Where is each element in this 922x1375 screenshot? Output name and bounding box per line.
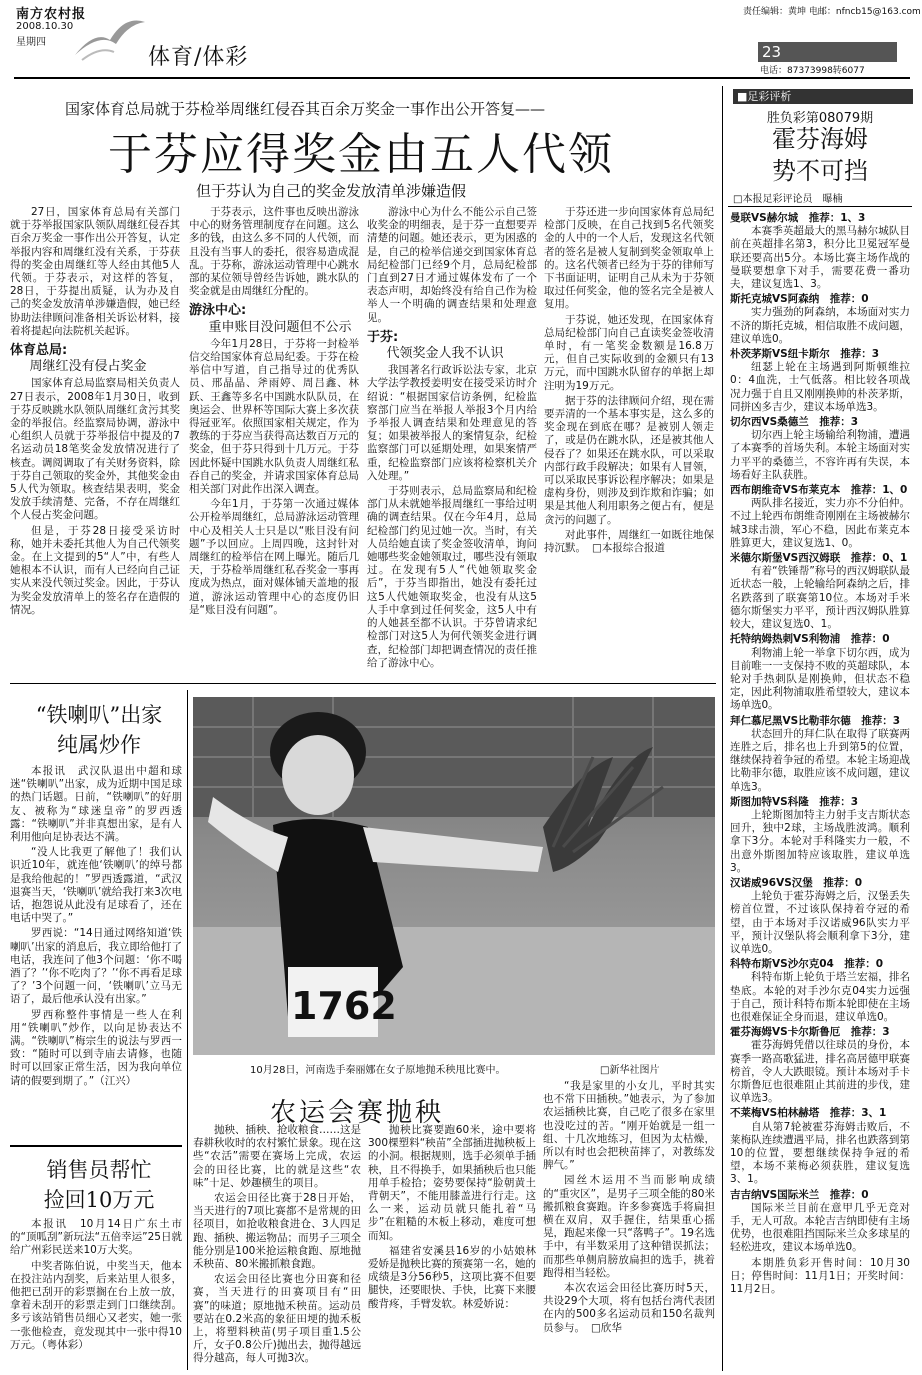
match-analysis: 利物浦上轮一举拿下切尔西，成为目前唯一一支保持不败的英超球队，本轮对手热刺队是刚换帅，但状态不稳定，因此利物浦取胜希望较大，建议本场单选0。	[730, 646, 910, 712]
headline-line: 销售员帮忙	[46, 1158, 152, 1182]
closing-sentence: 本次农运会田径比赛历时5天，共设29个大项，将有包括台湾代表团在内的500多名运动员和150名裁判员参与。	[543, 1282, 715, 1334]
article-paragraph: 农运会田径比赛也分田赛和径赛，当天进行的田赛项目有“田赛”的味道；原地抛禾秧苗。运动员要站在0.2米高的象征田埂的抛禾板上，将塑料秧苗(男子项目重1.5公斤，女子0.8公斤)抛出去，抛得越远得分越高，每人可抛3次。	[193, 1273, 361, 1365]
match-analysis: 国际米兰目前在意甲几乎无竞对手，无人可敌。本轮吉吉纳即使有主场优势，也很难阻挡国际米兰众多球星的轻松进攻，建议本场单选0。	[730, 1201, 910, 1254]
article-paragraph: 园丝木运用不当而影响成绩的“重灾区”，是男子三项全能的80米搬抓粮食赛跑。许多参赛选手将扁担横在双肩，双手握住，结果重心摇晃，跑起来像一只“落鸭子”。19名选手中，有半数采用了这种错误抓法；而那些单侧肩膀放扁担的选手，挑着跑得相当轻松。	[543, 1174, 715, 1279]
story3-col-1	[193, 1124, 361, 1372]
main-kicker: 国家体育总局就于芬检举周继红侵吞其百余万奖金一事作出公开答复——	[65, 100, 546, 118]
article-paragraph: 抛秧、插秧、抢收粮食……这是春耕秋收时的农村繁忙景象。现在这些“农活”需要在赛场上完成，农运会的田径比赛，比的就是这些“农味”十足、妙趣横生的项目。	[193, 1124, 361, 1189]
headline-line: 势不可挡	[772, 157, 868, 185]
section-subhead: 周继红没有侵占奖金	[29, 359, 147, 375]
article-paragraph: “没人比我更了解他了！我们认识近10年，就连他‘铁喇叭’的绰号都是我给他起的！”罗西透露道，“武汉退赛当天，‘铁喇叭’就给我打来3次电话，抱怨说从此没有足球看了，还在电话中哭了。”	[10, 846, 182, 925]
column-headline	[730, 123, 910, 187]
column-tag: ■足彩评析	[733, 89, 913, 104]
article-paragraph: 国家体育总局监察局相关负责人27日表示，2008年1月30日，收到于芬反映跳水队领队周继红贪污其奖金的举报信。经监察局协调，游泳中心组织人员就于芬举报信中提及的7名运动员18笔奖金发放情况进行了核查。调阅调取了有关财务资料，除于芬自己领取的奖金外，其他奖金由5人代为领取。核查结果表明，奖金发放手续清楚、完备，不存在周继红个人侵占奖金问题。	[10, 377, 180, 522]
match-analysis: 有着“铁锤帮”称号的西汉姆联队最近状态一般，上轮输给阿森纳之后，排名跌落到了联赛第10位。本场对手米德尔斯堡实力平平，预计西汉姆队胜算较大，建议复选0、1。	[730, 565, 910, 631]
closing-sentence: 对此事件，周继红一如既往地保持沉默。	[544, 528, 714, 555]
headline-line: 纯属炒作	[57, 733, 141, 757]
newspaper-logo: 南方农村报	[16, 7, 87, 22]
article-paragraph: 我国著名行政诉讼法专家，北京大学法学教授姜明安在接受采访时介绍说：“根据国家信访条例，纪检监察部门应当在举报人举报3个月内给予举报人调查结果和处理意见的答复；如果被举报人的案情复杂，纪检监察部门可以延期处理，如果案情严重，纪检监察部门应该将检察机关介入处理。”	[367, 364, 537, 482]
seagull-emblem	[70, 10, 150, 65]
match-analysis: 霍芬海姆凭借以往球员的身份，本赛季一路高歌猛进，排名高居德甲联赛榜首，令人大跌眼镜。预计本场对手卡尔斯鲁厄也很难阻止其前进的步伐，建议单选3。	[730, 1039, 910, 1105]
article-paragraph: 本报讯 武汉队退出中超和球迷“铁喇叭”出家，成为近期中国足球的热门话题。日前，“铁喇叭”的好朋友、被称为“球迷皇帝”的罗西透露：“铁喇叭”并非真想出家，是有人利用他向足协表达不满。	[10, 765, 182, 844]
headline-line: 捡回10万元	[43, 1188, 155, 1212]
match-title: 米德尔斯堡VS西汉姆联 推荐：0、1	[730, 552, 908, 565]
match-analysis: 两队排名接近，实力亦不分伯仲。不过上轮西布朗维奇刚刚在主场被赫尔城3球击溃，军心不稳，因此布莱克本胜算更大，建议复选1、0。	[730, 497, 910, 549]
match-title: 霍芬海姆VS卡尔斯鲁厄 推荐：3	[730, 1026, 890, 1039]
article-paragraph: 福建省安溪县16岁的小姑娘林爱娇是抛秧比赛的预赛第一名，她的成绩是3分56秒5，这项比赛不但要腿快，还要眼快、手快，比赛下来腰酸背疼，手臂发软。林爱娇说：	[368, 1244, 536, 1310]
article-paragraph: 于芬表示，这件事也反映出游泳中心的财务管理制度存在问题。这么多的钱，由这么多不同的人代领，而且没有当事人的委托，很容易造成混乱。于芬称，游泳运动管理中心跳水部的某位领导曾经告诉她，跳水队的奖金就是由周继红分配的。	[189, 206, 359, 298]
match-analysis: 科特布斯上轮负于塔兰宏福，排名垫底。本轮的对手沙尔克04实力远强于自己，预计科特布斯本轮即使在主场也很难保证全身而退，建议单选0。	[730, 971, 910, 1023]
section-title: 体育/体彩	[148, 45, 249, 70]
story-headline	[14, 700, 184, 760]
article-paragraph: 抛秧比赛要跑60米，途中要将300棵塑料“秧苗”全部插进抛秧板上的小洞。根据规则，选手必须单手插秧，且不得换手，如果插秧后也只能用单手检拾；姿势要保持“脸朝黄土背朝天”，不能用膝盖进行行走。这么一来，运动员就只能扎着“马步”在粗糙的木板上移动，难度可想而知。	[368, 1124, 536, 1242]
match-title: 汉诺威96VS汉堡 推荐：0	[730, 876, 863, 889]
issue-label: 胜负彩第08079期	[766, 111, 874, 126]
section-head: 游泳中心:	[189, 303, 247, 319]
match-title: 托特纳姆热刺VS利物浦 推荐：0	[730, 633, 890, 646]
match-analysis: 状态回升的拜仁队在取得了联赛两连胜之后，排名也上升到第5的位置，继续保持着争冠的希望。本轮主场迎战比勒菲尔德，取胜应该不成问题，建议单选3。	[730, 727, 910, 793]
photo-credit: □新华社图片	[600, 1065, 660, 1076]
story3-col-3	[543, 1080, 715, 1372]
athlete-illustration	[193, 697, 715, 1055]
story-divider	[10, 1145, 182, 1147]
article-paragraph	[543, 1282, 715, 1335]
masthead-rule	[14, 77, 910, 79]
story-headline: 农运会赛抛秧	[270, 1098, 445, 1128]
story-credit: □欣华	[591, 1321, 622, 1334]
main-col-1	[10, 206, 180, 671]
match-analysis: 本期胜负彩开售时间：10月30日；停售时间：11月1日；开奖时间：11月2日。	[730, 1256, 910, 1296]
match-analysis: 上轮负于霍芬海姆之后，汉堡丢失榜首位置，不过该队保持着夺冠的希望，由于本场对手汉诺威96队实力平平，预计汉堡队将会顺利拿下3分，建议单选0。	[730, 890, 910, 955]
match-analysis: 实力强劲的阿森纳，本场面对实力不济的斯托克城，相信取胜不成问题，建议单选0。	[730, 306, 910, 345]
article-paragraph: 罗西说：“14日通过网络知道‘铁喇叭’出家的消息后，我立即给他打了电话，我连问了他3个问题：‘你不喝酒了？’‘你不吃肉了？’‘你不再看足球了？’3个问题一问，‘铁喇叭’立马无语了，最后他承认没有出家。”	[10, 927, 182, 1006]
page-number	[758, 42, 897, 62]
article-paragraph: 于芬则表示，总局监察局和纪检部门从未就她举报周继红一事给过明确的调查结果。仅在今年4月，总局纪检部门约见过她一次。当时，有关人员给她直读了奖金签收清单，询问她哪些奖金她领取过，哪些没有领取过。在发现有5人“代她领取奖金后”，于芬当即指出，她没有委托过这5人代她领取奖金，也没有从这5人手中拿到过任何奖金，这5人中有的人她甚至都不认识。于芬曾请求纪检部门对这5人为何代领奖金进行调查，纪检部门却把调查情况的责任推给了游泳中心。	[367, 485, 537, 669]
match-analysis: 自从第7轮被霍芬海姆击败后，不莱梅队连续遭遇平局，排名也跌落到第10的位置，要想继续保持争冠的希望，本场不莱梅必须获胜，建议复选3、1。	[730, 1120, 910, 1186]
main-col-3	[367, 206, 537, 671]
phone-contact: 电话：87373998转6077	[760, 66, 865, 76]
match-analysis: 上轮斯图加特主力射手支吉斯状态回升，独中2球，主场战胜波鸿。顺利拿下3分。本轮对手科隆实力一般，不出意外斯图加特应该取胜，建议单选3。	[730, 808, 910, 874]
article-paragraph: 中奖者陈伯说，中奖当天，他本在投注站内刮奖，后来站里人很多，他把已刮开的彩票搁在台上放一放，拿着未刮开的彩票走到门口继续刮。多亏该站销售员细心又老实，她一张一张他检查，竟发现其中一张中得10万元。（粤体彩）	[10, 1259, 182, 1351]
article-paragraph	[544, 529, 714, 555]
article-paragraph: 于芬还进一步向国家体育总局纪检部门反映，在自己找到5名代领奖金的人中的一个人后，发现这名代领者的签名是被人复制到奖金领取单上的。这名代领者已经为于芬的律师写下书面证明，证明自己从未为于芬领取过任何奖金，他的签名完全是被人复用。	[544, 206, 714, 311]
match-title: 西布朗维奇VS布莱克本 推荐：1、0	[730, 484, 908, 497]
page-number-label: 23	[762, 43, 782, 61]
match-analysis: 本赛季英超最大的黑马赫尔城队目前在英超排名第3，积分比卫冕冠军曼联还要高出5分。本场比赛主场作战的曼联要想拿下对手，需要花费一番功夫，建议复选1、3。	[730, 225, 910, 291]
issue-date: 2008.10.30	[16, 21, 74, 32]
match-title: 科特布斯VS沙尔克04 推荐：0	[730, 958, 884, 971]
article-paragraph: 今年1月28日，于芬将一封检举信交给国家体育总局纪委。于芬在检举信中写道，自己指导过的优秀队员、邢晶晶、斧雨婷、周吕鑫、林跃、王鑫等多名中国跳水队队员，在奥运会、世界杯等国际大赛上多次获得冠亚军。依照国家相关规定，作为教练的于芬应当获得高达数百万元的奖金，但于芬只得到十几万元。于芬因此怀疑中国跳水队负责人周继红私吞自己的奖金，并请求国家体育总局相关部门对此作出深入调查。	[189, 337, 359, 496]
headline-line: 霍芬海姆	[772, 125, 868, 153]
section-head: 体育总局:	[10, 343, 68, 359]
article-paragraph: 游泳中心为什么不能公示自己签收奖金的明细表，是于芬一直想要弄清楚的问题。她还表示，更为困惑的是，自己的检举信递交到国家体育总局纪检部门已经9个月，总局纪检部门直到27日才通过媒体发布了一个表态声明，却始终没有给自己作为检举人一个明确的调查结果和处理意见。	[367, 206, 537, 324]
story-headline	[14, 1155, 184, 1215]
article-paragraph: 27日，国家体育总局有关部门就于芬举报国家队领队周继红侵吞其百余万奖金一事作出公开答复，认定举报内容和周继红没有关系，于芬获得的奖金由周继红等人经由其他5人代领。于芬表示，对这样的答复，28日，于芬提出质疑，认为办及自己的奖金发放清单涉嫌造假，她已经协助法律顾问准备相关诉讼材料，接着将提起向法院机关起诉。	[10, 206, 180, 337]
article-paragraph: 据于芬的法律顾问介绍，现在需要弄清的一个基本事实是，这么多的奖金现在到底在哪？是被别人领走了，或是仍在跳水队，还是被其他人侵吞了？如果还在跳水队，可以采取内部行政手段解决；如果有人冒领，可以采取民事诉讼程序解决；如果是虚构身份，则涉及到诈欺和诈骗；如果是其他人利用职务之便占有，便是贪污的问题了。	[544, 394, 714, 526]
article-paragraph: 农运会田径比赛于28日开始，当天进行的7项比赛都不是常规的田径项目，如抢收粮食进仓、3人四足跑、插秧、搬运物品；而男子三项全能分别是100米抢运粮食跑、原地抛禾秧苗、80米搬抓粮食跑。	[193, 1192, 361, 1271]
bib-number: 1762	[291, 984, 397, 1028]
main-col-4	[544, 206, 714, 671]
main-subhead: 但于芬认为自己的奖金发放清单涉嫌造假	[196, 182, 467, 200]
match-title: 斯图加特VS科隆 推荐：3	[730, 795, 858, 808]
left-column-rule	[187, 690, 188, 1370]
column-byline: □本报足彩评论员 曝楠	[733, 194, 843, 205]
right-column-rule	[722, 86, 723, 1371]
match-list	[730, 212, 910, 1370]
left-story-2-body	[10, 1218, 182, 1370]
match-title: 朴茨茅斯VS纽卡斯尔 推荐：3	[730, 348, 879, 361]
main-col-2	[189, 206, 359, 671]
article-paragraph: 今年1月，于芬第一次通过媒体公开检举周继红，总局游泳运动管理中心及相关人士只是以“账目没有问题”予以回应。上周四晚，这封针对周继红的检举信在网上曝光。随后几天，于芬检举周继红私吞奖金一事再度成为热点，面对媒体铺天盖地的报道，游泳运动管理中心的态度仍旧是“账目没有问题”。	[189, 498, 359, 616]
article-paragraph: “我是家里的小女儿，平时其实也不常下田插秧。”她表示，为了参加农运插秧比赛，自己吃了很多在家里也没吃过的苦。“刚开始就是一组一组、十几次地练习，但因为太枯燥，所以有时也会把秧苗摔了，对教练发脾气。”	[543, 1080, 715, 1172]
left-story-1-body	[10, 765, 182, 1140]
news-photo	[193, 697, 715, 1055]
match-analysis: 纽瑟上轮在主场遇到阿斯顿维拉0：4血洗，士气低落。相比较各项战况力强于自且又刚刚换帅的朴茨茅斯，同拼凶多吉少，建议本场单选3。	[730, 361, 910, 413]
byline-rule	[728, 206, 912, 207]
section-subhead: 重申账目没问题但不公示	[208, 319, 352, 335]
article-paragraph: 于芬说，她还发现，在国家体育总局纪检部门向自己直读奖金签收清单时，有一笔奖金数额是16.8万元，但自己实际收到的金额只有13万元，而中国跳水队留存的单据上却注明为19万元。	[544, 313, 714, 392]
match-title: 曼联VS赫尔城 推荐：1、3	[730, 212, 866, 224]
match-title: 斯托克城VS阿森纳 推荐：0	[730, 293, 869, 306]
match-title: 切尔西VS桑德兰 推荐：3	[730, 416, 858, 429]
match-title: 吉吉纳VS国际米兰 推荐：0	[730, 1188, 869, 1201]
story3-col-2	[368, 1124, 536, 1372]
match-title: 拜仁慕尼黑VS比勒菲尔德 推荐：3	[730, 714, 900, 727]
match-title: 不莱梅VS柏林赫塔 推荐：3、1	[730, 1107, 887, 1120]
headline-line: “铁喇叭”出家	[35, 703, 163, 727]
main-headline: 于芬应得奖金由五人代领	[108, 129, 614, 180]
photo-caption: 10月28日，河南选手秦丽娜在女子原地抛禾秧甩比赛中。	[250, 1065, 506, 1076]
section-divider	[10, 683, 716, 684]
match-analysis: 切尔西上轮主场输给利物浦，遭遇了本赛季的首场失利。本轮主场面对实力平平的桑德兰，不容许再有失误，本场看好主队获胜。	[730, 429, 910, 481]
article-paragraph: 但是，于芬28日接受采访时称，她并未委托其他人为自己代领奖金。在上文提到的5“人”中，有些人她根本不认识，而有人已经向自己证实从来没代领过奖金。因此，于芬认为奖金发放清单上的签名存在造假的情况。	[10, 524, 180, 616]
section-head: 于芬:	[367, 329, 399, 345]
weekday: 星期四	[16, 37, 46, 48]
article-paragraph: 罗西称整件事情是一些人在利用“铁喇叭”炒作，以向足协表达不满。“铁喇叭”梅宗生的说法与罗西一致：“随时可以到寺庙去请修，也随时可以回家正常生活，因为我向单位请的假要到期了。”（江兴）	[10, 1008, 182, 1087]
section-subhead: 代领奖金人我不认识	[386, 346, 504, 362]
editor-contact: 责任编辑：黄坤 电邮：nfncb15@163.com	[743, 7, 921, 17]
article-paragraph: 本报讯 10月14日广东土市的“顶呱刮”新玩法“五倍幸运”25日就给广州彩民送来10万大奖。	[10, 1218, 182, 1257]
story-credit: □本报综合报道	[592, 542, 665, 555]
